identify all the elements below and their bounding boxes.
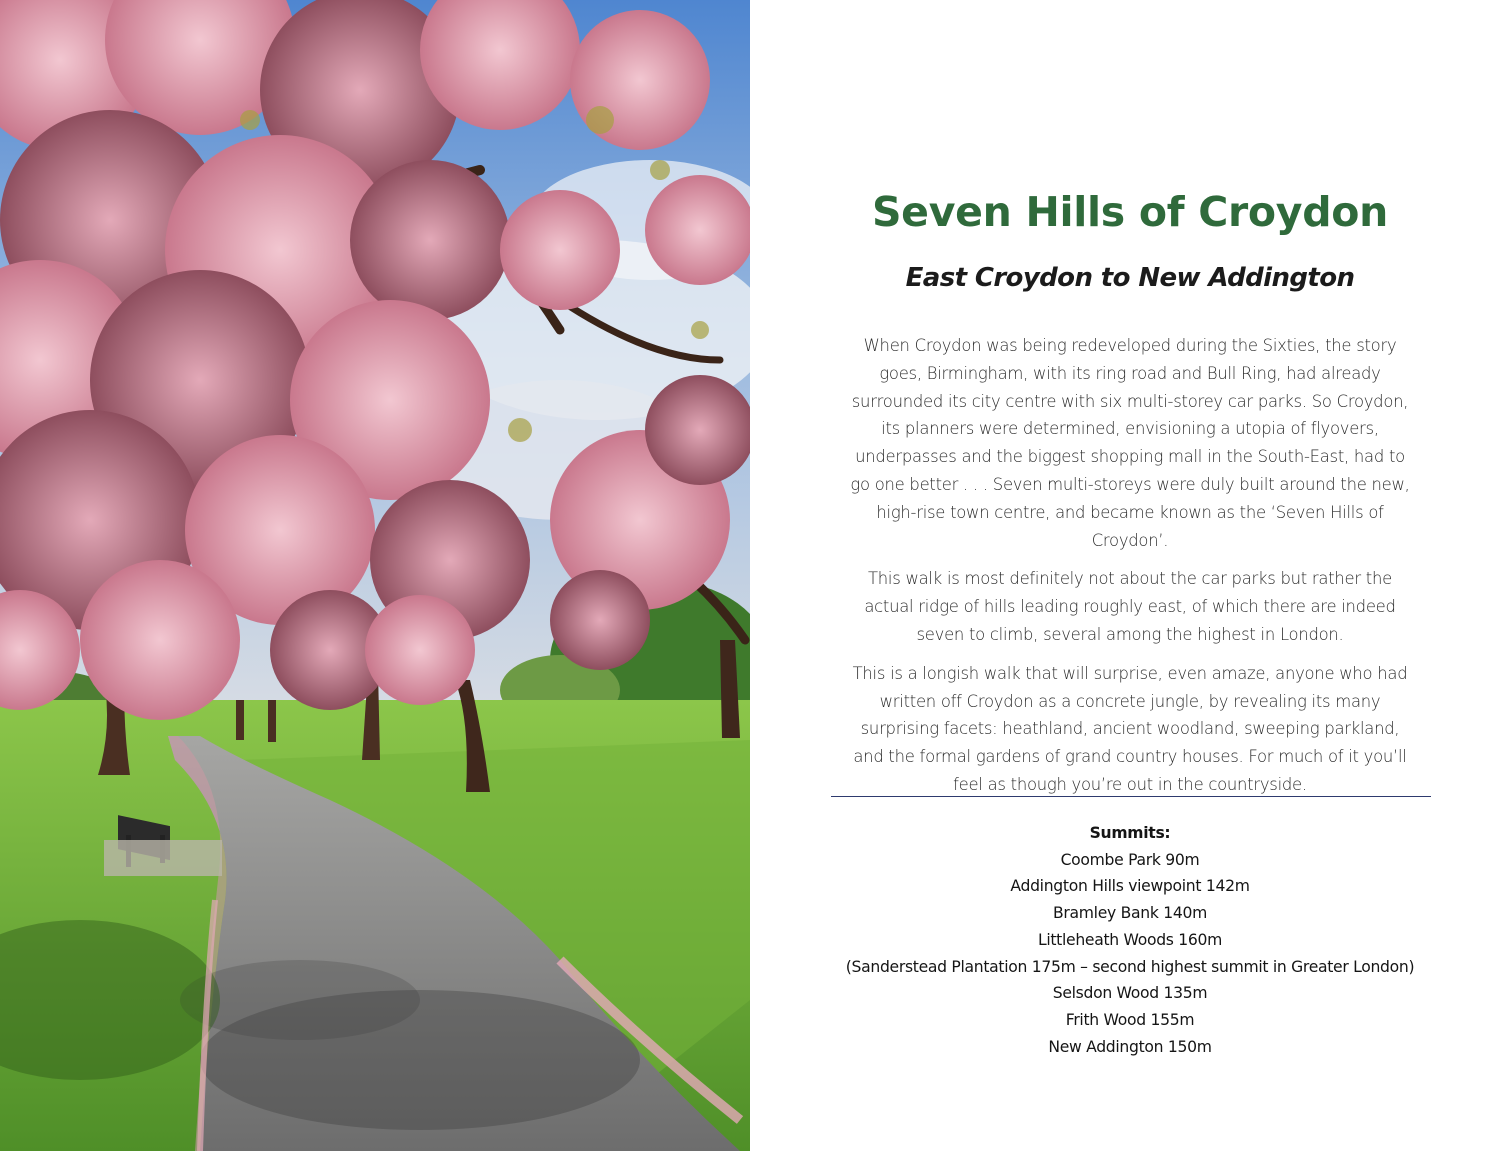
summit-item: New Addington 150m [1048,1037,1212,1056]
summit-item: Selsdon Wood 135m [1052,984,1208,1003]
summits-list [750,847,1500,1061]
intro-paragraph-3: This is a longish walk that will surprise, even amaze, anyone who had written off Croydon as a concrete jungle, by revealing its many surprising facets: heathland, ancient woodland, sweeping parkland, and the formal gardens of grand country houses. For much of it you’ll feel as though you’re out in the countryside. [852,663,1408,794]
page-subtitle: East Croydon to New Addington [905,263,1355,293]
summits-heading: Summits: [1089,824,1171,842]
summits-section [750,820,1500,1060]
section-divider [831,796,1431,797]
intro-paragraph-1: When Croydon was being redeveloped during the Sixties, the story goes, Birmingham, with its ring road and Bull Ring, had already surrounded its city centre with six multi-storey car parks. So Croydon, its planners were determined, envisioning a utopia of flyovers, underpasses and the biggest shopping mall in the South-East, had to go one better . . . Seven multi-storeys were duly built around the new, high-rise town centre, and became known as the ‘Seven Hills of Croydon’. [850,336,1410,550]
summit-item: Addington Hills viewpoint 142m [1010,877,1250,896]
intro-body [850,332,1410,810]
summit-item: Littleheath Woods 160m [1037,930,1223,949]
intro-paragraph-2: This walk is most definitely not about the car parks but rather the actual ridge of hills leading roughly east, of which there are indeed seven to climb, several among the highest in London. [864,569,1396,644]
summit-item: Frith Wood 155m [1065,1010,1195,1029]
summit-item: Coombe Park 90m [1060,850,1200,869]
summit-item: Bramley Bank 140m [1053,904,1207,923]
page-title: Seven Hills of Croydon [871,188,1389,236]
text-page [750,0,1500,1151]
summit-item: (Sanderstead Plantation 175m – second highest summit in Greater London) [845,957,1415,976]
